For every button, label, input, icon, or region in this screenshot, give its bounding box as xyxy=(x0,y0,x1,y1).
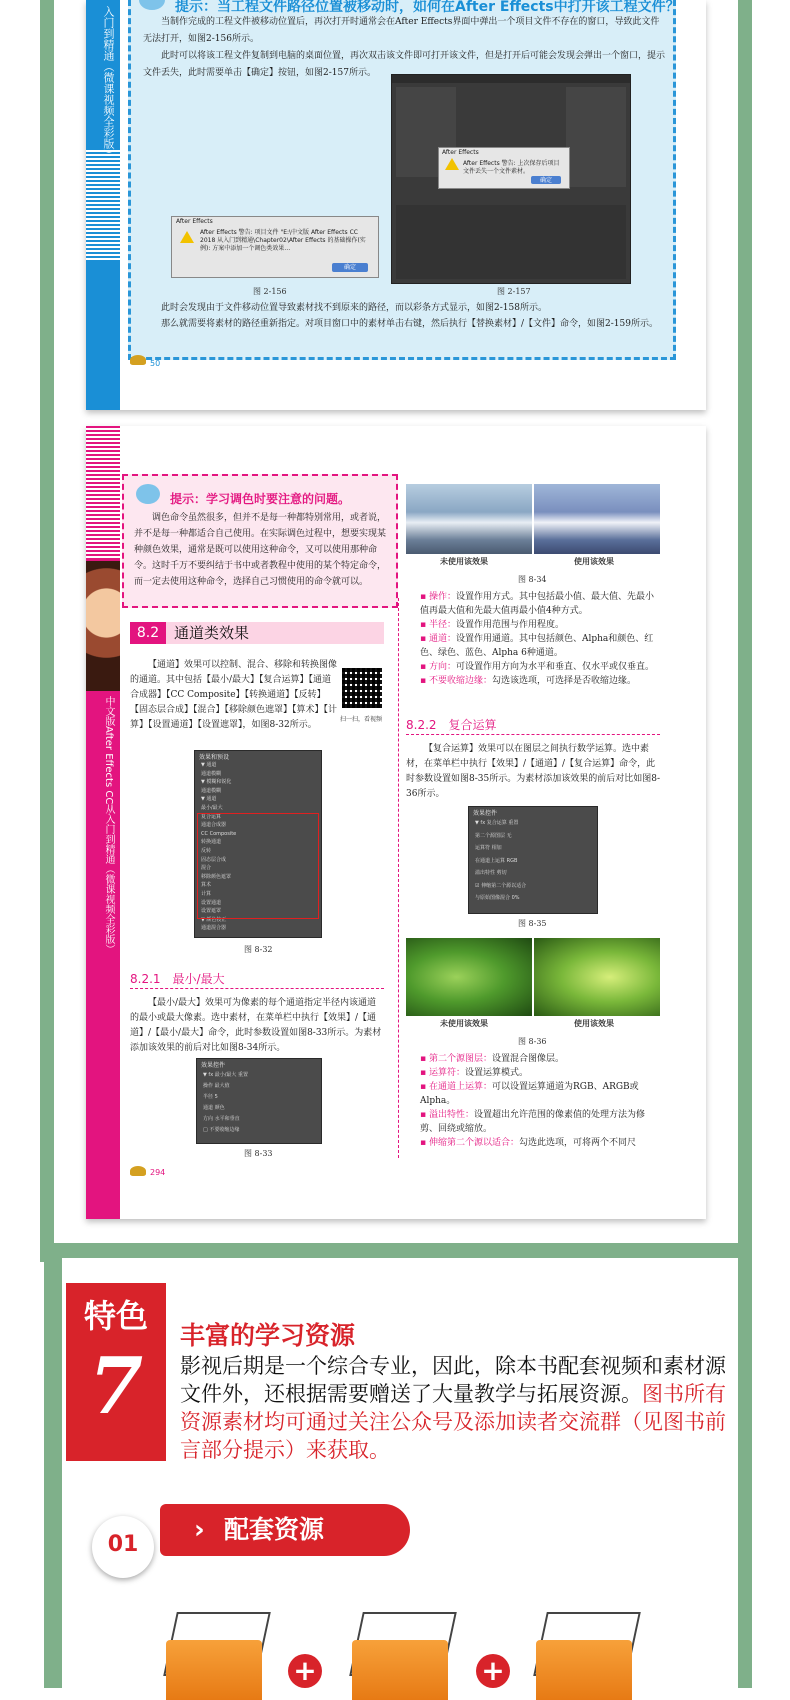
warning-icon xyxy=(445,158,459,170)
panel-row[interactable]: 混合 xyxy=(201,865,212,872)
panel-row[interactable]: 通道合成器 xyxy=(201,822,227,829)
tip-title-1: 提示：当工程文件路径位置被移动时，如何在After Effects中打开该工程文件？ xyxy=(175,0,680,15)
folder-icon xyxy=(166,1612,262,1692)
dialog-small xyxy=(171,216,379,278)
panel-row[interactable]: 固态层合成 xyxy=(201,856,227,863)
fig-8-32: 图 8-32 xyxy=(244,945,273,954)
photo-label-after-2: 使用该效果 xyxy=(574,1018,614,1028)
panel-row[interactable]: 操作 最大值 xyxy=(203,1083,230,1089)
feature-body xyxy=(180,1352,730,1464)
feature-badge xyxy=(66,1283,166,1461)
bullet-key: 操作： xyxy=(428,592,456,602)
bullet-text: 设置混合图像层。 xyxy=(491,1054,564,1064)
feature-body-highlight: 图书所有资源素材均可通过关注公众号及添加读者交流群（见图书前言部分提示）来获取。 xyxy=(180,1382,726,1462)
plus-icon: + xyxy=(476,1654,510,1688)
model-portrait xyxy=(86,561,120,691)
chevron-right-icon: › xyxy=(194,1515,205,1545)
panel-row[interactable]: 计算 xyxy=(201,891,212,897)
leaf-photo-after xyxy=(534,938,660,1016)
bullet-text: 可以设置运算通道为RGB、ARGB或Alpha。 xyxy=(420,1082,639,1106)
panel-row[interactable]: 反转 xyxy=(201,848,212,854)
ae-timeline xyxy=(396,205,626,279)
bullet-item xyxy=(420,1066,660,1080)
effect-controls-panel-compound xyxy=(468,806,598,914)
panel-row[interactable]: ▼ 通道 xyxy=(201,762,217,768)
bullet-key: 在通道上运算： xyxy=(428,1082,492,1092)
bullet-marker: ▪ xyxy=(420,620,429,630)
panel1-title: 效果和预设 xyxy=(199,754,230,761)
tip2-body: 调色命令虽然很多，但并不是每一种都特别常用，或者说，并不是每一种都适合自己使用。在实际调色过程中，想要实现某种颜色效果，通常是既可以使用这种命令，又可以使用那种命令。这时千万不要纠结于书中或者教程中使用的某个特定命令，而一定去使用这种命令，选择自己习惯使用的命令就可以。 xyxy=(134,513,387,587)
bullet-key: 溢出特性： xyxy=(428,1110,474,1120)
panel-row[interactable]: 转换通道 xyxy=(201,839,222,846)
bullet-key: 第二个源图层： xyxy=(428,1054,492,1064)
bullet-item xyxy=(420,618,660,632)
bullet-text: 勾选此选项，可将两个不同尺 xyxy=(518,1138,636,1148)
bullet-key: 运算符： xyxy=(428,1068,465,1078)
bullet-item xyxy=(420,674,660,688)
bullet-text: 可设置作用方向为水平和垂直、仅水平或仅垂直。 xyxy=(455,662,654,672)
section-heading xyxy=(130,622,384,644)
feature-badge-number: 7 xyxy=(88,1341,144,1432)
photo-label-before: 未使用该效果 xyxy=(440,556,488,566)
ribbon-number-badge xyxy=(92,1516,154,1578)
qr-code xyxy=(342,668,382,708)
fig-8-34: 图 8-34 xyxy=(518,575,547,584)
panel-row[interactable]: 通道模糊 xyxy=(201,787,222,794)
dialog-big-text: After Effects 警告: 上次保存后项目文件丢失一个文件素材。 xyxy=(463,160,560,175)
panel-row[interactable]: □ 不要收缩边缘 xyxy=(203,1127,240,1133)
panel-row[interactable]: 设置遮罩 xyxy=(201,908,222,915)
bullet-marker: ▪ xyxy=(420,1082,429,1092)
section-number: 8.2 xyxy=(130,622,166,644)
ok-button-big[interactable]: 确定 xyxy=(531,176,561,184)
ribbon-number: 01 xyxy=(107,1532,139,1557)
bullet-marker: ▪ xyxy=(420,592,429,602)
panel3-title: 效果控件 xyxy=(473,810,498,817)
bullet-item xyxy=(420,1108,660,1136)
panel-row[interactable]: 最小/最大 xyxy=(201,805,223,811)
bullet-item xyxy=(420,632,660,660)
bullet-key: 半径： xyxy=(428,620,456,630)
section-title: 通道类效果 xyxy=(174,624,250,642)
panel-row[interactable]: 第二个源图层 无 xyxy=(475,832,512,839)
bullet-text: 设置作用范围与作用程度。 xyxy=(455,620,564,630)
mountain-photo-after xyxy=(534,484,660,554)
qr-caption: 扫一扫，看视频 xyxy=(340,716,383,723)
panel-row[interactable]: 通道混合器 xyxy=(201,925,227,932)
tip-title-2: 提示：学习调色时要注意的问题。 xyxy=(170,492,351,506)
panel2-title: 效果控件 xyxy=(201,1062,226,1069)
bullet-item xyxy=(420,1052,660,1066)
cartoon-icon xyxy=(136,484,160,504)
panel-row[interactable]: 通道模糊 xyxy=(201,770,222,777)
panel-row[interactable]: 溢出特性 剪切 xyxy=(475,870,507,876)
panel-row[interactable]: CC Composite xyxy=(201,830,237,837)
plus-icon: + xyxy=(288,1654,322,1688)
ae-menubar xyxy=(392,75,630,83)
panel-row[interactable]: 方向 水平和垂直 xyxy=(203,1116,240,1122)
folder-icon xyxy=(536,1612,632,1692)
page1-number: 50 xyxy=(150,359,161,368)
bullet-marker: ▪ xyxy=(420,634,429,644)
page2-bird-icon xyxy=(130,1166,146,1176)
panel-row[interactable]: 运算符 相加 xyxy=(475,845,502,851)
mountain-photo-before xyxy=(406,484,532,554)
effects-presets-panel xyxy=(194,750,322,938)
ae-side-panel xyxy=(566,87,626,187)
folder-icon xyxy=(352,1612,448,1692)
subsection-1-heading: 8.2.1 最小/最大 xyxy=(130,972,225,986)
bullet-marker: ▪ xyxy=(420,662,429,672)
warning-icon xyxy=(180,231,194,243)
bullet-marker: ▪ xyxy=(420,676,429,686)
subsection-1-body: 【最小/最大】效果可为像素的每个通道指定半径内该通道的最小或最大像素。选中素材，在菜单栏中执行【效果】/【通道】/【最小/最大】命令，此时参数设置如图8-33所示。为素材添加该效果的前后对比如图8-34所示。 xyxy=(130,998,382,1053)
bullet-item xyxy=(420,590,660,618)
feature-body-plain: 影视后期是一个综合专业，因此，除本书配套视频和素材源文件外，还根据需要赠送了大量教学与拓展资源。 xyxy=(180,1354,726,1406)
panel-row[interactable]: ▼ fx 复合运算 重置 xyxy=(475,820,519,826)
tip-box-2 xyxy=(122,474,398,608)
page1-spine-stripes xyxy=(86,150,120,260)
subsection-2-body: 【复合运算】效果可以在图层之间执行数学运算。选中素材，在菜单栏中执行【效果】/【通道】/【复合运算】命令，此时参数设置如图8-35所示。为素材添加该效果的前后对比如图8-36所示。 xyxy=(406,744,660,799)
tip1-para2: 此时可以将该工程文件复制到电脑的桌面位置，再次双击该文件即可打开该文件，但是打开后可能会发现会弹出一个窗口，提示文件丢失，此时需要单击【确定】按钮，如图2-157所示。 xyxy=(143,51,666,78)
page1-bird-icon xyxy=(130,355,146,365)
bullet-marker: ▪ xyxy=(420,1054,429,1064)
effect-controls-panel-min-max xyxy=(196,1058,322,1144)
ae-screenshot xyxy=(391,74,631,284)
bullet-key: 不要收缩边缘： xyxy=(428,676,492,686)
photo-label-after: 使用该效果 xyxy=(574,556,614,566)
feature-title: 丰富的学习资源 xyxy=(180,1321,356,1350)
bullet-text: 设置作用通道。其中包括颜色、Alpha和颜色、红色、绿色、蓝色、Alpha 6种通道。 xyxy=(420,634,654,658)
page2-spine-text: 中文版After Effects CC从入门到精通（微课视频全彩版） xyxy=(103,696,114,955)
bullet-text: 勾选该选项，可选择是否收缩边缘。 xyxy=(491,676,636,686)
highlight-box xyxy=(197,813,319,919)
bullet-key: 伸缩第二个源以适合： xyxy=(428,1138,519,1148)
column-divider xyxy=(398,598,399,1158)
dialog-big-title: After Effects xyxy=(442,149,479,156)
resource-ribbon xyxy=(160,1504,410,1556)
subsection-2-rule xyxy=(406,734,660,735)
bullet-text: 设置作用方式。其中包括最小值、最大值、先最小值再最大值和先最大值再最小值4种方式。 xyxy=(420,592,654,616)
dialog-big xyxy=(438,147,570,189)
panel-row[interactable]: 在通道上运算 RGB xyxy=(475,857,518,864)
tip1-para1: 当制作完成的工程文件被移动位置后，再次打开时通常会在After Effects界面中弹出一个项目文件不存在的窗口，导致此文件无法打开，如图2-156所示。 xyxy=(143,17,660,44)
tip-box-1 xyxy=(128,0,680,360)
fig-2-157: 图 2-157 xyxy=(497,287,531,296)
tip1-para4: 那么就需要将素材的路径重新指定。对项目窗口中的素材单击右键，然后执行【替换素材】/【文件】命令，如图2-159所示。 xyxy=(161,319,658,329)
subsection-1-rule xyxy=(130,988,384,989)
frame-right xyxy=(738,0,752,1262)
panel-row[interactable]: ▼ fx 最小/最大 重置 xyxy=(203,1072,249,1078)
page2-spine-stripes xyxy=(86,426,120,558)
feature-badge-label: 特色 xyxy=(83,1297,148,1335)
bullet-item xyxy=(420,1136,660,1150)
bullet-item xyxy=(420,660,660,674)
ok-button-small[interactable]: 确定 xyxy=(332,263,368,272)
bullet-text: 设置超出允许范围的像素值的处理方法为修剪、回绕或缩放。 xyxy=(420,1110,645,1134)
subsection-2-heading: 8.2.2 复合运算 xyxy=(406,718,497,732)
dialog-small-title: After Effects xyxy=(176,218,213,225)
panel-row[interactable]: 半径 5 xyxy=(203,1094,218,1100)
panel-row[interactable]: ☑ 伸缩第二个源以适合 xyxy=(475,882,527,889)
panel-row[interactable]: 复合运算 xyxy=(201,813,222,820)
tip1-para3: 此时会发现由于文件移动位置导致素材找不到原来的路径，而以彩条方式显示，如图2-158所示。 xyxy=(161,303,547,313)
panel-row[interactable]: 设置通道 xyxy=(201,899,222,906)
bullet-key: 方向： xyxy=(428,662,456,672)
bullet-item xyxy=(420,1080,660,1108)
leaf-photo-before xyxy=(406,938,532,1016)
fig-8-33: 图 8-33 xyxy=(244,1149,273,1158)
panel-row[interactable]: ▼ 模糊和锐化 xyxy=(201,779,232,786)
fig-8-35: 图 8-35 xyxy=(518,919,547,928)
panel-row[interactable]: 通道 颜色 xyxy=(203,1105,225,1111)
bullet-text: 设置运算模式。 xyxy=(464,1068,528,1078)
page2-number: 294 xyxy=(150,1168,166,1177)
ribbon-label: 配套资源 xyxy=(224,1515,325,1544)
dialog-small-text: After Effects 警告: 项目文件 "E:\中文版 After Effects CC 2018 从入门到精通\Chapter02\After Effects 的基础操作(实例): 方案中添加一个调色类效果… xyxy=(200,229,366,252)
fig-2-156: 图 2-156 xyxy=(253,287,287,296)
cartoon-icon xyxy=(139,0,165,10)
frame-left xyxy=(40,0,54,1262)
photo-label-before-2: 未使用该效果 xyxy=(440,1018,488,1028)
page1-spine-text: 入门到精通（微课视频全彩版） xyxy=(102,6,115,160)
bullet-marker: ▪ xyxy=(420,1068,429,1078)
panel-row[interactable]: 与原始图像混合 0% xyxy=(475,895,520,901)
panel-row[interactable]: 移除颜色遮罩 xyxy=(201,873,232,880)
bullet-key: 通道： xyxy=(428,634,456,644)
bullet-marker: ▪ xyxy=(420,1138,429,1148)
bullet-marker: ▪ xyxy=(420,1110,429,1120)
panel-row[interactable]: 算术 xyxy=(201,882,212,889)
fig-8-36: 图 8-36 xyxy=(518,1037,547,1046)
section-body: 【通道】效果可以控制、混合、移除和转换图像的通道。其中包括【最小/最大】【复合运算】【通道合成器】【CC Composite】【转换通道】【反转】【固态层合成】【混合】【移除颜色遮罩】【算术】【计算】【设置通道】【设置遮罩】，如图8-32所示。 xyxy=(130,660,338,730)
panel-row[interactable]: ▼ 通道 xyxy=(201,796,217,803)
panel-row[interactable]: ▼ 颜色校正 xyxy=(201,916,227,923)
